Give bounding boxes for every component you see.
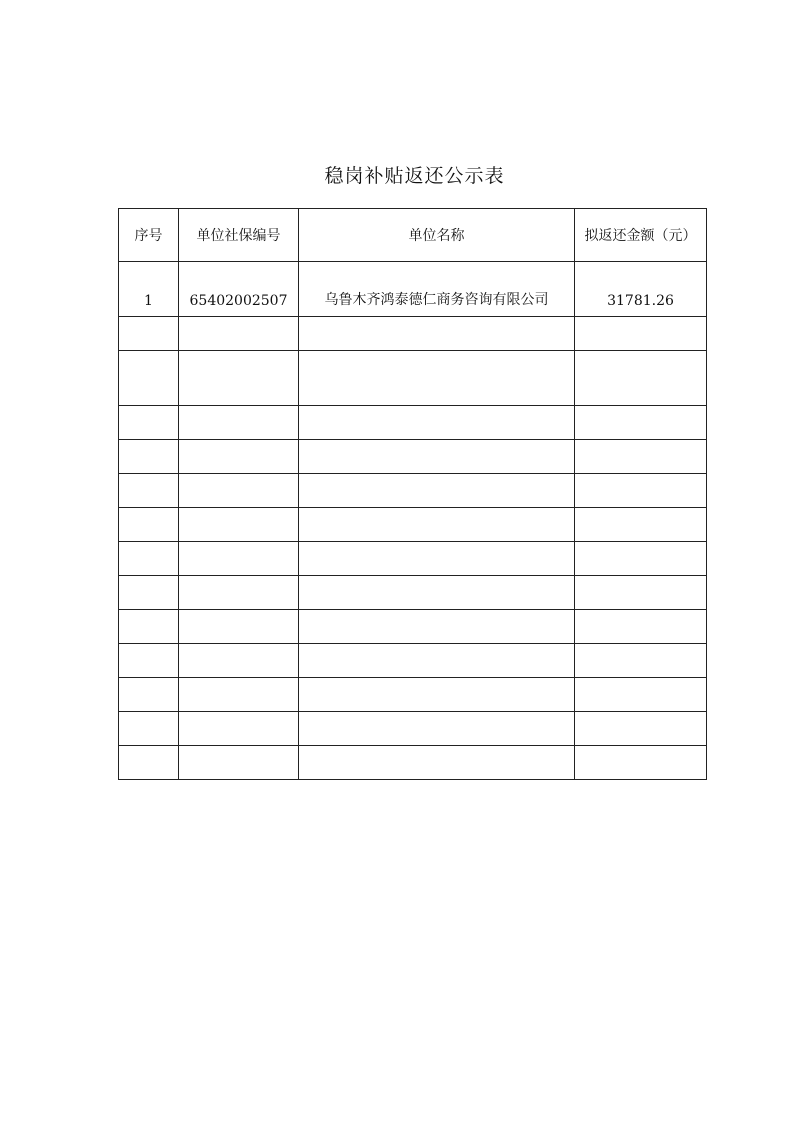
- subsidy-refund-table: [118, 208, 707, 780]
- page-title: 稳岗补贴返还公示表: [324, 165, 505, 187]
- table-row: [119, 262, 707, 317]
- header-unit-code: 单位社保编号: [179, 209, 299, 262]
- empty-table-row: [119, 440, 707, 474]
- header-amount: 拟返还金额（元）: [575, 209, 707, 262]
- empty-table-row: [119, 746, 707, 780]
- empty-table-row: [119, 678, 707, 712]
- empty-table-row: [119, 712, 707, 746]
- empty-table-row: [119, 576, 707, 610]
- cell-unit-name: 乌鲁木齐鸿泰德仁商务咨询有限公司: [299, 262, 575, 317]
- empty-table-row: [119, 351, 707, 406]
- empty-table-row: [119, 644, 707, 678]
- empty-table-row: [119, 406, 707, 440]
- cell-unit-code: 65402002507: [179, 262, 299, 317]
- cell-amount: 31781.26: [575, 262, 707, 317]
- empty-table-row: [119, 474, 707, 508]
- header-seq: 序号: [119, 209, 179, 262]
- empty-table-row: [119, 610, 707, 644]
- header-unit-name: 单位名称: [299, 209, 575, 262]
- cell-seq: 1: [119, 262, 179, 317]
- empty-table-row: [119, 542, 707, 576]
- table-header-row: [119, 209, 707, 262]
- empty-table-row: [119, 508, 707, 542]
- empty-table-row: [119, 317, 707, 351]
